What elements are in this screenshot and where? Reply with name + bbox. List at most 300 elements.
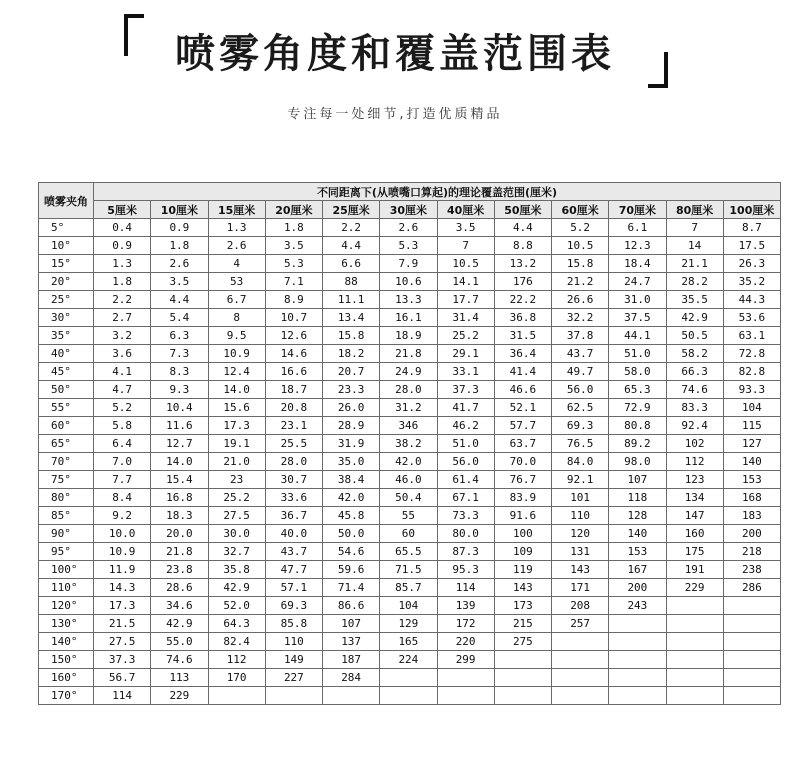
coverage-cell: 143 [552,561,609,579]
coverage-cell: 65.5 [380,543,437,561]
coverage-cell: 28.0 [380,381,437,399]
coverage-cell: 83.3 [666,399,723,417]
coverage-cell: 56.0 [552,381,609,399]
coverage-cell: 64.3 [208,615,265,633]
coverage-cell: 19.1 [208,435,265,453]
table-row [39,327,781,345]
coverage-cell: 1.8 [265,219,322,237]
coverage-cell: 57.1 [265,579,322,597]
coverage-cell: 9.3 [151,381,208,399]
coverage-cell: 113 [151,669,208,687]
distance-group-header: 不同距离下(从喷嘴口算起)的理论覆盖范围(厘米) [94,183,781,201]
coverage-cell: 220 [437,633,494,651]
coverage-cell: 55 [380,507,437,525]
coverage-cell: 0.9 [94,237,151,255]
coverage-cell: 33.6 [265,489,322,507]
coverage-cell: 12.7 [151,435,208,453]
coverage-cell: 18.7 [265,381,322,399]
angle-cell: 80° [39,489,94,507]
coverage-cell: 114 [94,687,151,705]
coverage-cell: 10.9 [208,345,265,363]
coverage-cell: 26.0 [323,399,380,417]
angle-cell: 5° [39,219,94,237]
coverage-cell [265,687,322,705]
coverage-cell: 27.5 [94,633,151,651]
coverage-cell: 153 [609,543,666,561]
coverage-cell: 50.5 [666,327,723,345]
angle-cell: 50° [39,381,94,399]
coverage-cell: 5.4 [151,309,208,327]
coverage-cell: 140 [723,453,780,471]
coverage-cell: 38.4 [323,471,380,489]
coverage-cell: 167 [609,561,666,579]
coverage-cell: 44.1 [609,327,666,345]
coverage-cell: 61.4 [437,471,494,489]
coverage-cell [494,669,551,687]
coverage-cell: 2.6 [151,255,208,273]
angle-cell: 120° [39,597,94,615]
coverage-cell: 56.7 [94,669,151,687]
coverage-cell: 284 [323,669,380,687]
angle-cell: 150° [39,651,94,669]
coverage-cell: 2.7 [94,309,151,327]
coverage-cell: 38.2 [380,435,437,453]
coverage-cell [494,687,551,705]
coverage-cell: 9.2 [94,507,151,525]
coverage-cell [609,615,666,633]
coverage-cell: 44.3 [723,291,780,309]
coverage-cell: 50.0 [323,525,380,543]
coverage-cell: 5.3 [265,255,322,273]
coverage-cell: 9.5 [208,327,265,345]
coverage-cell: 30.7 [265,471,322,489]
coverage-cell: 28.2 [666,273,723,291]
coverage-cell: 46.0 [380,471,437,489]
table-row [39,489,781,507]
table-row [39,669,781,687]
coverage-cell: 69.3 [265,597,322,615]
coverage-cell: 6.4 [94,435,151,453]
angle-cell: 60° [39,417,94,435]
table-body [39,219,781,705]
coverage-cell: 10.5 [437,255,494,273]
coverage-cell [609,651,666,669]
coverage-cell: 6.7 [208,291,265,309]
coverage-cell: 14.3 [94,579,151,597]
coverage-cell: 168 [723,489,780,507]
coverage-cell: 18.2 [323,345,380,363]
coverage-cell: 191 [666,561,723,579]
coverage-cell: 6.1 [609,219,666,237]
angle-cell: 170° [39,687,94,705]
coverage-cell: 8.4 [94,489,151,507]
coverage-cell: 74.6 [151,651,208,669]
coverage-cell: 71.5 [380,561,437,579]
coverage-cell: 8.9 [265,291,322,309]
coverage-cell: 31.0 [609,291,666,309]
spray-coverage-table [38,182,781,705]
coverage-cell: 137 [323,633,380,651]
title-bracket-bottom-right [648,52,668,88]
coverage-cell: 26.3 [723,255,780,273]
table-row [39,525,781,543]
coverage-cell: 172 [437,615,494,633]
table-row [39,687,781,705]
coverage-cell: 35.2 [723,273,780,291]
coverage-cell [208,687,265,705]
coverage-cell: 119 [494,561,551,579]
coverage-cell: 165 [380,633,437,651]
coverage-cell: 69.3 [552,417,609,435]
coverage-cell: 55.0 [151,633,208,651]
coverage-cell: 11.6 [151,417,208,435]
table-row [39,543,781,561]
coverage-cell: 123 [666,471,723,489]
coverage-cell: 15.4 [151,471,208,489]
coverage-cell: 28.0 [265,453,322,471]
coverage-cell [552,669,609,687]
coverage-cell: 16.6 [265,363,322,381]
coverage-cell: 32.7 [208,543,265,561]
table-row [39,399,781,417]
coverage-cell: 31.9 [323,435,380,453]
coverage-cell: 7.0 [94,453,151,471]
coverage-cell: 14.1 [437,273,494,291]
coverage-cell: 56.0 [437,453,494,471]
coverage-cell: 58.2 [666,345,723,363]
distance-header: 80厘米 [666,201,723,219]
distance-header: 50厘米 [494,201,551,219]
coverage-cell: 87.3 [437,543,494,561]
coverage-cell: 84.0 [552,453,609,471]
coverage-cell: 3.2 [94,327,151,345]
coverage-cell: 14.6 [265,345,322,363]
coverage-cell: 51.0 [437,435,494,453]
coverage-cell: 10.0 [94,525,151,543]
coverage-cell: 14 [666,237,723,255]
coverage-cell: 12.4 [208,363,265,381]
coverage-cell: 71.4 [323,579,380,597]
table-row [39,471,781,489]
coverage-cell: 92.4 [666,417,723,435]
coverage-cell: 31.4 [437,309,494,327]
coverage-cell: 34.6 [151,597,208,615]
coverage-cell: 17.5 [723,237,780,255]
coverage-cell: 20.7 [323,363,380,381]
coverage-cell: 74.6 [666,381,723,399]
coverage-cell: 24.7 [609,273,666,291]
coverage-cell: 10.4 [151,399,208,417]
table-row [39,417,781,435]
coverage-cell: 23 [208,471,265,489]
distance-header: 15厘米 [208,201,265,219]
coverage-cell [609,633,666,651]
coverage-cell: 80.0 [437,525,494,543]
coverage-cell: 23.1 [265,417,322,435]
coverage-cell: 149 [265,651,322,669]
table-row [39,435,781,453]
coverage-cell: 7 [666,219,723,237]
coverage-cell: 227 [265,669,322,687]
coverage-cell: 21.0 [208,453,265,471]
coverage-cell: 42.9 [208,579,265,597]
coverage-cell: 14.0 [151,453,208,471]
angle-cell: 55° [39,399,94,417]
coverage-cell: 299 [437,651,494,669]
coverage-cell: 10.9 [94,543,151,561]
coverage-cell [723,615,780,633]
coverage-cell: 28.6 [151,579,208,597]
coverage-cell: 1.3 [208,219,265,237]
coverage-cell: 22.2 [494,291,551,309]
coverage-cell: 187 [323,651,380,669]
table-row [39,651,781,669]
coverage-cell: 70.0 [494,453,551,471]
coverage-cell: 238 [723,561,780,579]
coverage-cell: 110 [552,507,609,525]
coverage-cell: 88 [323,273,380,291]
distance-header: 40厘米 [437,201,494,219]
coverage-cell: 229 [151,687,208,705]
coverage-cell: 153 [723,471,780,489]
coverage-cell: 4.4 [494,219,551,237]
coverage-cell: 53 [208,273,265,291]
coverage-cell: 1.8 [94,273,151,291]
coverage-cell: 2.2 [94,291,151,309]
coverage-cell: 4 [208,255,265,273]
coverage-cell [723,687,780,705]
coverage-cell: 18.4 [609,255,666,273]
coverage-cell: 21.1 [666,255,723,273]
coverage-cell [666,615,723,633]
coverage-cell: 21.8 [380,345,437,363]
coverage-cell: 4.4 [151,291,208,309]
distance-header: 25厘米 [323,201,380,219]
coverage-cell: 63.7 [494,435,551,453]
angle-cell: 65° [39,435,94,453]
coverage-cell: 82.4 [208,633,265,651]
coverage-cell [723,633,780,651]
table-row [39,381,781,399]
coverage-cell: 31.2 [380,399,437,417]
coverage-cell: 224 [380,651,437,669]
coverage-cell: 52.1 [494,399,551,417]
coverage-cell: 2.2 [323,219,380,237]
coverage-cell: 36.8 [494,309,551,327]
coverage-cell: 170 [208,669,265,687]
coverage-cell: 42.9 [151,615,208,633]
distance-header: 10厘米 [151,201,208,219]
coverage-cell [380,669,437,687]
coverage-cell: 11.9 [94,561,151,579]
coverage-cell: 183 [723,507,780,525]
coverage-cell: 41.7 [437,399,494,417]
coverage-cell: 7.7 [94,471,151,489]
angle-cell: 160° [39,669,94,687]
angle-cell: 10° [39,237,94,255]
coverage-cell [380,687,437,705]
coverage-cell: 36.7 [265,507,322,525]
page-title: 喷雾角度和覆盖范围表 [175,31,615,77]
coverage-cell [552,687,609,705]
coverage-cell: 3.5 [437,219,494,237]
coverage-cell: 10.7 [265,309,322,327]
coverage-cell [494,651,551,669]
coverage-cell: 257 [552,615,609,633]
coverage-cell: 65.3 [609,381,666,399]
coverage-cell: 104 [723,399,780,417]
coverage-cell: 2.6 [208,237,265,255]
coverage-cell [723,651,780,669]
coverage-cell: 8.8 [494,237,551,255]
coverage-cell: 173 [494,597,551,615]
coverage-cell: 5.8 [94,417,151,435]
coverage-cell: 109 [494,543,551,561]
coverage-cell: 16.8 [151,489,208,507]
coverage-cell: 80.8 [609,417,666,435]
angle-cell: 110° [39,579,94,597]
angle-cell: 45° [39,363,94,381]
coverage-cell [666,633,723,651]
coverage-cell: 346 [380,417,437,435]
coverage-cell: 5.2 [552,219,609,237]
coverage-cell: 14.0 [208,381,265,399]
coverage-cell: 243 [609,597,666,615]
distance-header: 60厘米 [552,201,609,219]
table-row [39,597,781,615]
coverage-cell: 104 [380,597,437,615]
coverage-cell: 102 [666,435,723,453]
angle-cell: 85° [39,507,94,525]
coverage-cell: 112 [666,453,723,471]
coverage-cell: 53.6 [723,309,780,327]
angle-cell: 95° [39,543,94,561]
coverage-cell: 215 [494,615,551,633]
coverage-cell: 40.0 [265,525,322,543]
coverage-cell: 72.8 [723,345,780,363]
coverage-cell: 5.3 [380,237,437,255]
distance-header: 30厘米 [380,201,437,219]
coverage-cell: 36.4 [494,345,551,363]
coverage-cell: 51.0 [609,345,666,363]
coverage-cell: 52.0 [208,597,265,615]
distance-header-row [39,201,781,219]
coverage-cell: 8 [208,309,265,327]
coverage-cell: 112 [208,651,265,669]
coverage-cell: 15.6 [208,399,265,417]
coverage-cell: 85.8 [265,615,322,633]
table-row [39,363,781,381]
distance-header: 5厘米 [94,201,151,219]
coverage-cell: 7.1 [265,273,322,291]
coverage-cell [723,669,780,687]
coverage-cell: 16.1 [380,309,437,327]
coverage-cell: 229 [666,579,723,597]
coverage-cell: 18.3 [151,507,208,525]
coverage-cell: 30.0 [208,525,265,543]
coverage-cell [437,687,494,705]
coverage-cell: 18.9 [380,327,437,345]
coverage-cell: 72.9 [609,399,666,417]
coverage-cell: 143 [494,579,551,597]
coverage-cell: 5.2 [94,399,151,417]
coverage-cell [437,669,494,687]
coverage-cell: 86.6 [323,597,380,615]
coverage-cell: 120 [552,525,609,543]
coverage-cell [666,669,723,687]
distance-header: 20厘米 [265,201,322,219]
coverage-cell: 15.8 [552,255,609,273]
coverage-cell [323,687,380,705]
coverage-cell: 118 [609,489,666,507]
coverage-cell: 13.3 [380,291,437,309]
coverage-cell: 82.8 [723,363,780,381]
coverage-cell: 49.7 [552,363,609,381]
coverage-cell: 128 [609,507,666,525]
coverage-cell: 47.7 [265,561,322,579]
table-row [39,291,781,309]
angle-cell: 40° [39,345,94,363]
coverage-cell: 13.2 [494,255,551,273]
coverage-cell: 76.7 [494,471,551,489]
coverage-cell: 176 [494,273,551,291]
table-row [39,219,781,237]
coverage-cell: 7 [437,237,494,255]
coverage-cell: 41.4 [494,363,551,381]
coverage-cell: 4.1 [94,363,151,381]
coverage-cell: 83.9 [494,489,551,507]
coverage-cell: 17.3 [208,417,265,435]
angle-cell: 100° [39,561,94,579]
coverage-cell: 2.6 [380,219,437,237]
coverage-cell: 66.3 [666,363,723,381]
coverage-cell: 73.3 [437,507,494,525]
coverage-cell: 3.6 [94,345,151,363]
coverage-cell [609,669,666,687]
coverage-cell: 91.6 [494,507,551,525]
coverage-cell: 139 [437,597,494,615]
angle-cell: 90° [39,525,94,543]
coverage-cell: 6.3 [151,327,208,345]
coverage-cell: 95.3 [437,561,494,579]
coverage-cell: 33.1 [437,363,494,381]
coverage-cell: 110 [265,633,322,651]
table-row [39,633,781,651]
coverage-cell: 58.0 [609,363,666,381]
page-subtitle: 专注每一处细节,打造优质精品 [287,107,503,122]
coverage-cell: 60 [380,525,437,543]
angle-cell: 75° [39,471,94,489]
coverage-cell [609,687,666,705]
coverage-cell: 8.7 [723,219,780,237]
coverage-cell: 43.7 [265,543,322,561]
coverage-cell: 1.8 [151,237,208,255]
coverage-cell: 6.6 [323,255,380,273]
angle-cell: 15° [39,255,94,273]
table-row [39,615,781,633]
coverage-cell [552,633,609,651]
coverage-cell: 92.1 [552,471,609,489]
angle-cell: 20° [39,273,94,291]
angle-cell: 130° [39,615,94,633]
coverage-cell: 46.2 [437,417,494,435]
angle-cell: 30° [39,309,94,327]
coverage-cell: 107 [609,471,666,489]
coverage-cell: 7.9 [380,255,437,273]
coverage-cell: 20.8 [265,399,322,417]
coverage-cell: 42.9 [666,309,723,327]
coverage-cell: 76.5 [552,435,609,453]
